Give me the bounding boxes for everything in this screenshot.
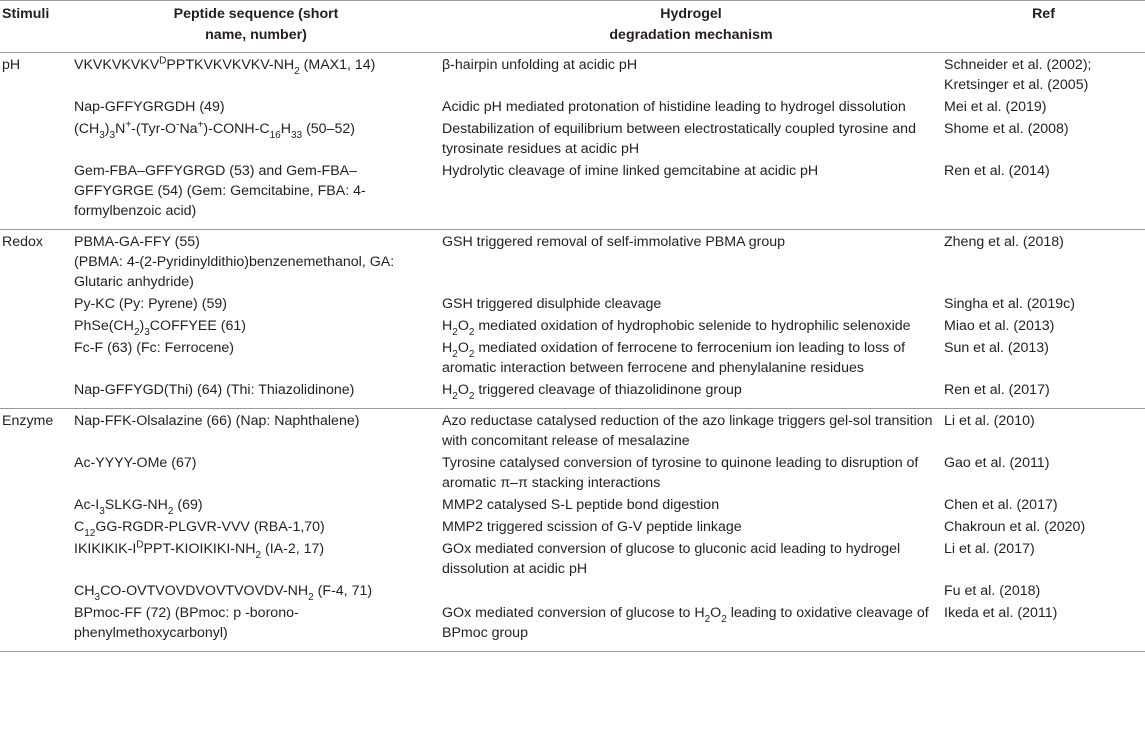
reference-cell: Gao et al. (2011) xyxy=(944,455,1050,471)
stimulus-cell xyxy=(0,336,72,378)
reference-cell: Chen et al. (2017) xyxy=(944,497,1058,513)
stimulus-cell: pH xyxy=(2,57,21,73)
stimulus-cell xyxy=(0,292,72,314)
peptide-sequence-cell: Nap-GFFYGD(Thi) (64) (Thi: Thiazolidinone) xyxy=(72,378,440,409)
degradation-mechanism-cell: Destabilization of equilibrium between electrostatically coupled tyrosine and tyrosinate residues at acidic pH xyxy=(442,121,916,157)
table-row xyxy=(0,117,1145,159)
table-row xyxy=(0,378,1145,409)
peptide-sequence-cell: $C_{12}GG-RGDR-PLGVR$-VVV (RBA-1,70) xyxy=(74,519,325,539)
reference-cell: Schneider et al. (2002); Kretsinger et al. (2005) xyxy=(944,57,1092,93)
peptide-sequence-cell: $CH_3CO-OVTVOVDVOVTVOVDV-NH_2$ (F-4, 71) xyxy=(74,583,373,603)
degradation-mechanism-cell: GOx mediated conversion of glucose to $H_2O_2$ leading to oxidative cleavage of BPmoc group xyxy=(440,601,942,652)
table-header xyxy=(0,1,1145,53)
table-row xyxy=(0,230,1145,293)
peptide-sequence-cell: IKIKIKIK-$I^DPPT-KIOIKIKI-NH_2$ (IA-2, 17) xyxy=(74,539,325,561)
stimulus-cell xyxy=(0,159,72,230)
reference-cell: Singha et al. (2019c) xyxy=(944,296,1075,312)
header-sequence-line1: Peptide sequence (short xyxy=(173,6,339,22)
degradation-mechanism-cell: GSH triggered removal of self-immolative PBMA group xyxy=(442,234,785,250)
degradation-mechanism-cell: MMP2 triggered scission of G-V peptide linkage xyxy=(442,519,742,535)
reference-cell: Li et al. (2017) xyxy=(944,541,1035,557)
stimulus-cell: Redox xyxy=(2,234,44,250)
reference-cell: Mei et al. (2019) xyxy=(944,99,1047,115)
reference-cell: Sun et al. (2013) xyxy=(944,340,1049,356)
stimulus-cell xyxy=(0,579,72,601)
stimulus-cell xyxy=(0,314,72,336)
degradation-mechanism-cell: MMP2 catalysed S-L peptide bond digestion xyxy=(442,497,720,513)
degradation-mechanism-cell: $H_2O_2$ mediated oxidation of hydrophobic selenide to hydrophilic selenoxide xyxy=(442,318,911,338)
peptide-sequence-cell: BPmoc-FF (72) (BPmoc: p -borono-phenylmethoxycarbonyl) xyxy=(72,601,440,652)
peptide-sequence-cell: $(CH_3)_3N^+-(Tyr-O^-Na^+)-CONH-C_{16}H_{33}$ (50–52) xyxy=(74,119,355,141)
stimulus-cell xyxy=(0,378,72,409)
degradation-mechanism-cell: $H_2O_2$ triggered cleavage of thiazolidinone group xyxy=(440,378,942,409)
degradation-mechanism-cell: Hydrolytic cleavage of imine linked gemcitabine at acidic pH xyxy=(440,159,942,230)
peptide-sequence-cell: Nap-FFK-Olsalazine (66) (Nap: Naphthalene) xyxy=(74,413,360,429)
table-row xyxy=(0,409,1145,452)
stimulus-cell xyxy=(0,493,72,515)
stimulus-cell xyxy=(0,95,72,117)
header-sequence-line2: name, number) xyxy=(205,27,307,43)
degradation-mechanism-cell: Tyrosine catalysed conversion of tyrosine to quinone leading to disruption of aromatic π–π stacking interactions xyxy=(442,455,919,491)
table-row xyxy=(0,451,1145,493)
table-row xyxy=(0,159,1145,230)
stimulus-cell: Enzyme xyxy=(2,413,54,429)
reference-cell: Ren et al. (2014) xyxy=(942,159,1145,230)
degradation-mechanism-cell: Acidic pH mediated protonation of histidine leading to hydrogel dissolution xyxy=(442,99,906,115)
degradation-mechanism-cell: $H_2O_2$ mediated oxidation of ferrocene to ferrocenium ion leading to loss of aromatic interaction between ferrocene and phenylalanine residues xyxy=(442,340,906,376)
reference-cell: Fu et al. (2018) xyxy=(944,583,1041,599)
header-mechanism xyxy=(440,1,942,53)
reference-cell: Chakroun et al. (2020) xyxy=(944,519,1086,535)
header-mechanism-line2: degradation mechanism xyxy=(609,27,773,43)
header-ref-label: Ref xyxy=(1032,6,1055,22)
degradation-mechanism-cell xyxy=(440,579,942,601)
header-sequence xyxy=(72,1,440,53)
header-stimuli-label: Stimuli xyxy=(2,6,50,22)
header-mechanism-line1: Hydrogel xyxy=(660,6,722,22)
peptide-sequence-cell: Ac-YYYY-OMe (67) xyxy=(74,455,197,471)
stimulus-cell xyxy=(0,117,72,159)
peptide-sequence-cell: PBMA-GA-FFY (55) (PBMA: 4-(2-Pyridinyldithio)benzenemethanol, GA: Glutaric anhydride) xyxy=(74,234,395,290)
table-row xyxy=(0,95,1145,117)
degradation-mechanism-cell: GOx mediated conversion of glucose to gluconic acid leading to hydrogel dissolution at acidic pH xyxy=(442,541,901,577)
reference-cell: Ikeda et al. (2011) xyxy=(942,601,1145,652)
peptide-sequence-cell: Gem-FBA–GFFYGRGD (53) and Gem-FBA–GFFYGRGE (54) (Gem: Gemcitabine, FBA: 4-formylbenzoic acid) xyxy=(72,159,440,230)
reference-cell: Li et al. (2010) xyxy=(944,413,1035,429)
stimulus-cell xyxy=(0,515,72,537)
table-row xyxy=(0,579,1145,601)
reference-cell: Shome et al. (2008) xyxy=(944,121,1069,137)
table-row xyxy=(0,601,1145,652)
degradation-mechanism-cell: GSH triggered disulphide cleavage xyxy=(442,296,662,312)
stimulus-cell xyxy=(0,537,72,579)
peptide-sequence-cell: $Ac-I_3SLKG-NH_2$ (69) xyxy=(74,497,203,517)
peptide-sequence-cell: Nap-GFFYGRGDH (49) xyxy=(74,99,225,115)
reference-cell: Zheng et al. (2018) xyxy=(944,234,1064,250)
table-row xyxy=(0,537,1145,579)
peptide-sequence-cell: $PhSe(CH_2)_3COFFYEE$ (61) xyxy=(74,318,246,338)
table-row xyxy=(0,314,1145,336)
peptide-sequence-cell: $VKVKVKVKV^DPPTKVKVKVKV-NH_2$ (MAX1, 14) xyxy=(74,55,376,77)
table-row xyxy=(0,493,1145,515)
header-stimuli xyxy=(0,1,72,53)
table-body xyxy=(0,53,1145,652)
table-row xyxy=(0,53,1145,96)
table-row xyxy=(0,292,1145,314)
table-row xyxy=(0,336,1145,378)
reference-cell: Miao et al. (2013) xyxy=(944,318,1055,334)
table-row xyxy=(0,515,1145,537)
peptide-sequence-cell: Py-KC (Py: Pyrene) (59) xyxy=(74,296,227,312)
peptide-sequence-cell: Fc-F (63) (Fc: Ferrocene) xyxy=(74,340,235,356)
degradation-mechanism-cell: β-hairpin unfolding at acidic pH xyxy=(442,57,638,73)
reference-cell: Ren et al. (2017) xyxy=(942,378,1145,409)
stimulus-cell xyxy=(0,451,72,493)
header-ref xyxy=(942,1,1145,53)
stimulus-cell xyxy=(0,601,72,652)
degradation-mechanism-cell: Azo reductase catalysed reduction of the azo linkage triggers gel-sol transition with concomitant release of mesalazine xyxy=(442,413,933,449)
